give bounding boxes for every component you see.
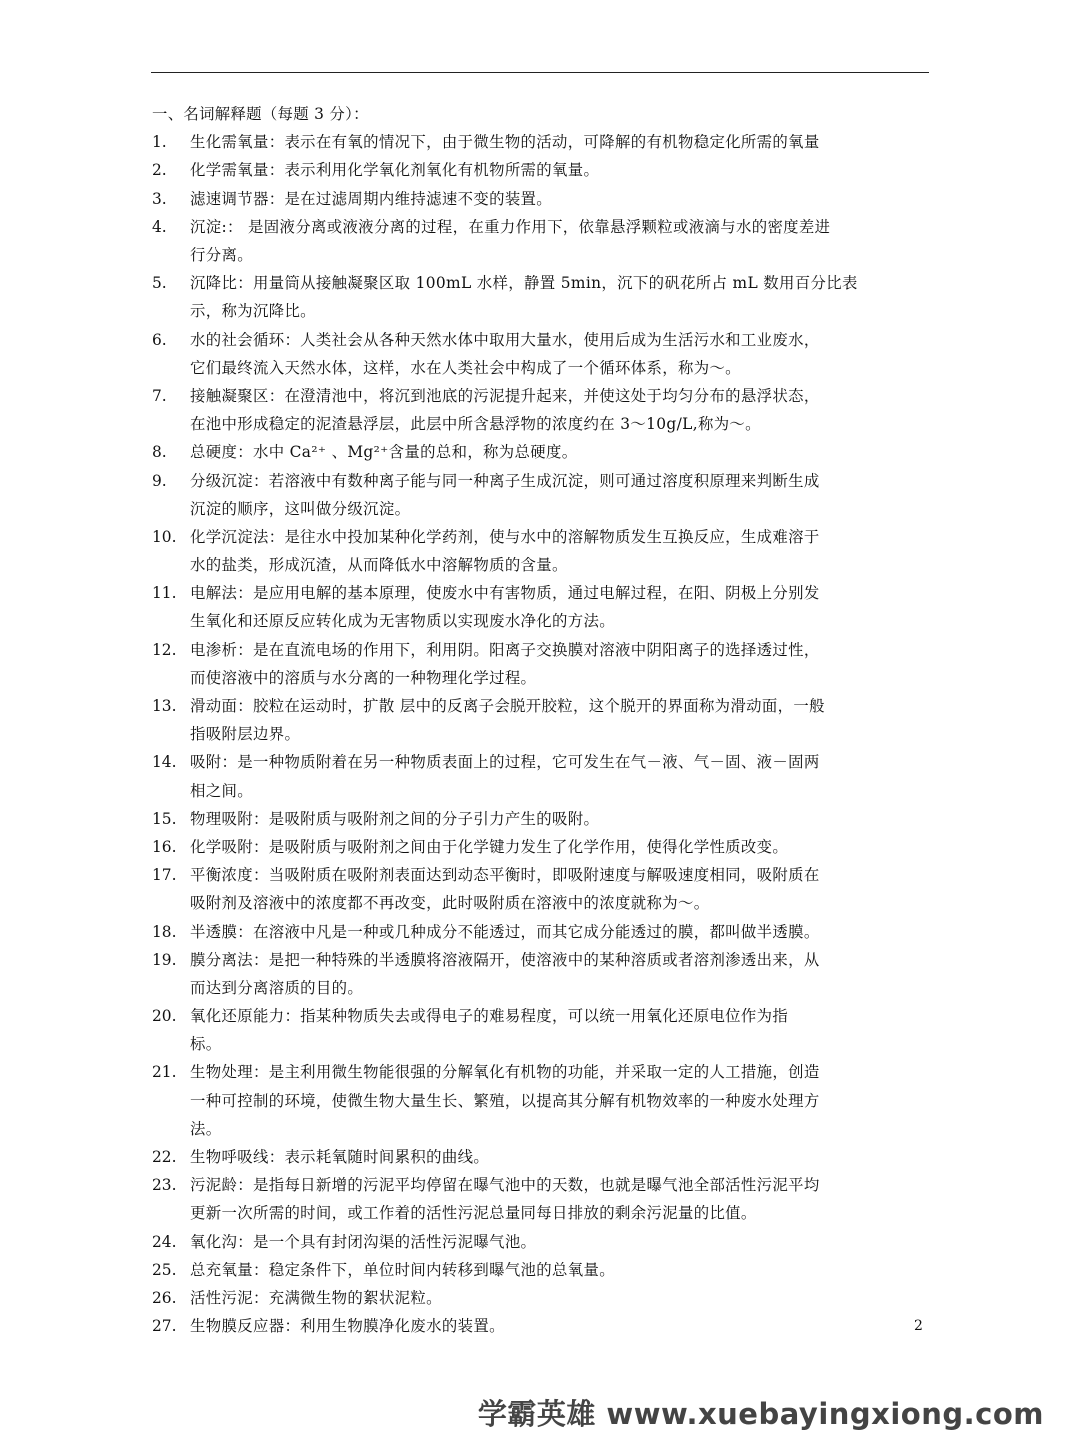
list-item: [152, 579, 932, 635]
item-text-line: 污泥龄：是指每日新增的污泥平均停留在曝气池中的天数，也就是曝气池全部活性污泥平均: [190, 1176, 820, 1195]
list-item: [152, 438, 932, 466]
list-item: [152, 805, 932, 833]
item-text-line: 接触凝聚区：在澄清池中，将沉到池底的污泥提升起来，并使这处于均匀分布的悬浮状态，: [190, 386, 820, 405]
item-definition: [190, 382, 932, 438]
item-definition: [190, 523, 932, 579]
item-text-line: 滤速调节器：是在过滤周期内维持滤速不变的装置。: [190, 189, 553, 208]
item-definition: [190, 1058, 932, 1143]
item-definition: [190, 467, 932, 523]
item-text-line: 标。: [190, 1035, 222, 1054]
item-text-line: 氧化还原能力：指某种物质失去或得电子的难易程度，可以统一用氧化还原电位作为指: [190, 1007, 789, 1026]
term-definition-list: [152, 128, 932, 1340]
item-text-line: 水的社会循环：人类社会从各种天然水体中取用大量水，使用后成为生活污水和工业废水，: [190, 330, 820, 349]
item-text-line: 而使溶液中的溶质与水分离的一种物理化学过程。: [190, 668, 537, 687]
list-item: [152, 946, 932, 1002]
list-item: [152, 1143, 932, 1171]
item-number: 21.: [152, 1063, 177, 1082]
list-item: [152, 861, 932, 917]
item-number: 1.: [152, 133, 167, 152]
list-item: [152, 213, 932, 269]
item-definition: [190, 438, 932, 466]
item-definition: [190, 636, 932, 692]
item-definition: [190, 1256, 932, 1284]
list-item: [152, 156, 932, 184]
item-definition: [190, 269, 932, 325]
item-text-line: 生物处理：是主利用微生物能很强的分解氧化有机物的功能，并采取一定的人工措施，创造: [190, 1063, 820, 1082]
item-text-line: 水的盐类，形成沉渣，从而降低水中溶解物质的含量。: [190, 556, 568, 575]
item-text-line: 生氧化和还原反应转化成为无害物质以实现废水净化的方法。: [190, 612, 615, 631]
item-definition: [190, 1002, 932, 1058]
item-number: 27.: [152, 1317, 177, 1336]
list-item: [152, 185, 932, 213]
item-text-line: 化学沉淀法：是往水中投加某种化学药剂，使与水中的溶解物质发生互换反应，生成难溶于: [190, 527, 820, 546]
list-item: [152, 523, 932, 579]
item-number: 12.: [152, 640, 177, 659]
list-item: [152, 1284, 932, 1312]
item-text-line: 物理吸附：是吸附质与吸附剂之间的分子引力产生的吸附。: [190, 809, 600, 828]
item-text-line: 滑动面：胶粒在运动时，扩散 层中的反离子会脱开胶粒，这个脱开的界面称为滑动面，一般: [190, 697, 825, 715]
list-item: [152, 1058, 932, 1143]
item-text-line: 更新一次所需的时间，或工作着的活性污泥总量同每日排放的剩余污泥量的比值。: [190, 1204, 757, 1223]
item-text-line: 生化需氧量：表示在有氧的情况下，由于微生物的活动，可降解的有机物稳定化所需的氧量: [190, 133, 820, 152]
item-text-line: 电渗析：是在直流电场的作用下，利用阴。阳离子交换膜对溶液中阴阳离子的选择透过性，: [190, 640, 820, 659]
item-definition: [190, 1312, 932, 1340]
list-item: [152, 382, 932, 438]
item-number: 26.: [152, 1289, 177, 1308]
item-text-line: 沉淀的顺序，这叫做分级沉淀。: [190, 499, 411, 518]
item-text-line: 在池中形成稳定的泥渣悬浮层，此层中所含悬浮物的浓度约在 3～10g/L,称为～。: [190, 415, 761, 434]
item-number: 24.: [152, 1232, 177, 1251]
item-definition: [190, 861, 932, 917]
page-content: [152, 100, 932, 1340]
item-number: 20.: [152, 1007, 177, 1026]
list-item: [152, 636, 932, 692]
item-text-line: 活性污泥：充满微生物的絮状泥粒。: [190, 1289, 442, 1308]
item-number: 4.: [152, 217, 167, 236]
item-text-line: 分级沉淀：若溶液中有数种离子能与同一种离子生成沉淀，则可通过溶度积原理来判断生成: [190, 471, 820, 490]
item-definition: [190, 213, 932, 269]
item-text-line: 电解法：是应用电解的基本原理，使废水中有害物质，通过电解过程，在阳、阴极上分别发: [190, 584, 820, 603]
item-text-line: 总充氧量：稳定条件下，单位时间内转移到曝气池的总氧量。: [190, 1260, 615, 1279]
item-definition: [190, 579, 932, 635]
item-text-line: 吸附剂及溶液中的浓度都不再改变，此时吸附质在溶液中的浓度就称为～。: [190, 894, 710, 913]
list-item: [152, 1256, 932, 1284]
item-text-line: 沉淀:： 是固液分离或液液分离的过程，在重力作用下，依靠悬浮颗粒或液滴与水的密度差进: [190, 217, 831, 236]
item-text-line: 化学吸附：是吸附质与吸附剂之间由于化学键力发生了化学作用，使得化学性质改变。: [190, 837, 789, 856]
item-text-line: 示，称为沉降比。: [190, 302, 316, 321]
item-definition: [190, 805, 932, 833]
header-rule: [151, 72, 929, 73]
item-number: 25.: [152, 1260, 177, 1279]
item-definition: [190, 128, 932, 156]
item-definition: [190, 156, 932, 184]
list-item: [152, 269, 932, 325]
item-number: 22.: [152, 1148, 177, 1167]
item-definition: [190, 748, 932, 804]
list-item: [152, 467, 932, 523]
item-definition: [190, 185, 932, 213]
item-number: 16.: [152, 837, 177, 856]
item-text-line: 法。: [190, 1119, 222, 1138]
list-item: [152, 326, 932, 382]
item-text-line: 氧化沟：是一个具有封闭沟渠的活性污泥曝气池。: [190, 1232, 537, 1251]
item-number: 18.: [152, 922, 177, 941]
item-text-line: 一种可控制的环境，使微生物大量生长、繁殖，以提高其分解有机物效率的一种废水处理方: [190, 1091, 820, 1110]
item-text-line: 沉降比：用量筒从接触凝聚区取 100mL 水样，静置 5min，沉下的矾花所占 mL 数用百分比表: [190, 274, 858, 293]
item-number: 2.: [152, 161, 167, 180]
item-definition: [190, 918, 932, 946]
item-number: 7.: [152, 386, 167, 405]
section-title: 一、名词解释题（每题 3 分）：: [152, 105, 369, 123]
item-text-line: 相之间。: [190, 781, 253, 800]
item-text-line: 指吸附层边界。: [190, 725, 301, 744]
item-definition: [190, 326, 932, 382]
page-number: 2: [914, 1318, 923, 1334]
item-number: 6.: [152, 330, 167, 349]
list-item: [152, 1312, 932, 1340]
list-item: [152, 1228, 932, 1256]
item-text-line: 它们最终流入天然水体，这样，水在人类社会中构成了一个循环体系，称为～。: [190, 358, 741, 377]
item-text-line: 吸附：是一种物质附着在另一种物质表面上的过程，它可发生在气－液、气－固、液－固两: [190, 753, 820, 772]
list-item: [152, 1002, 932, 1058]
list-item: [152, 748, 932, 804]
list-item: [152, 692, 932, 748]
item-text-line: 膜分离法：是把一种特殊的半透膜将溶液隔开，使溶液中的某种溶质或者溶剂渗透出来，从: [190, 950, 820, 969]
item-number: 10.: [152, 527, 177, 546]
item-text-line: 总硬度：水中 Ca²⁺ 、Mg²⁺含量的总和，称为总硬度。: [190, 443, 578, 462]
item-definition: [190, 1143, 932, 1171]
item-number: 19.: [152, 950, 177, 969]
item-definition: [190, 1171, 932, 1227]
item-text-line: 平衡浓度：当吸附质在吸附剂表面达到动态平衡时，即吸附速度与解吸速度相同，吸附质在: [190, 866, 820, 885]
list-item: [152, 128, 932, 156]
item-definition: [190, 692, 932, 748]
item-definition: [190, 1284, 932, 1312]
item-number: 23.: [152, 1176, 177, 1195]
list-item: [152, 1171, 932, 1227]
item-definition: [190, 946, 932, 1002]
list-item: [152, 918, 932, 946]
item-number: 11.: [152, 584, 177, 603]
item-number: 8.: [152, 443, 167, 462]
item-text-line: 生物呼吸线：表示耗氧随时间累积的曲线。: [190, 1148, 490, 1167]
item-text-line: 而达到分离溶质的目的。: [190, 978, 364, 997]
item-number: 5.: [152, 274, 167, 293]
item-text-line: 生物膜反应器：利用生物膜净化废水的装置。: [190, 1317, 505, 1336]
item-text-line: 行分离。: [190, 245, 253, 264]
list-item: [152, 833, 932, 861]
item-text-line: 半透膜：在溶液中凡是一种或几种成分不能透过，而其它成分能透过的膜，都叫做半透膜。: [190, 922, 820, 941]
item-number: 15.: [152, 809, 177, 828]
watermark: 学霸英雄 www.xuebayingxiong.com: [477, 1397, 1044, 1431]
item-number: 13.: [152, 697, 177, 715]
item-number: 17.: [152, 866, 177, 885]
item-number: 14.: [152, 753, 177, 772]
item-definition: [190, 833, 932, 861]
item-definition: [190, 1228, 932, 1256]
item-number: 3.: [152, 189, 167, 208]
item-number: 9.: [152, 471, 167, 490]
item-text-line: 化学需氧量：表示利用化学氧化剂氧化有机物所需的氧量。: [190, 161, 600, 180]
